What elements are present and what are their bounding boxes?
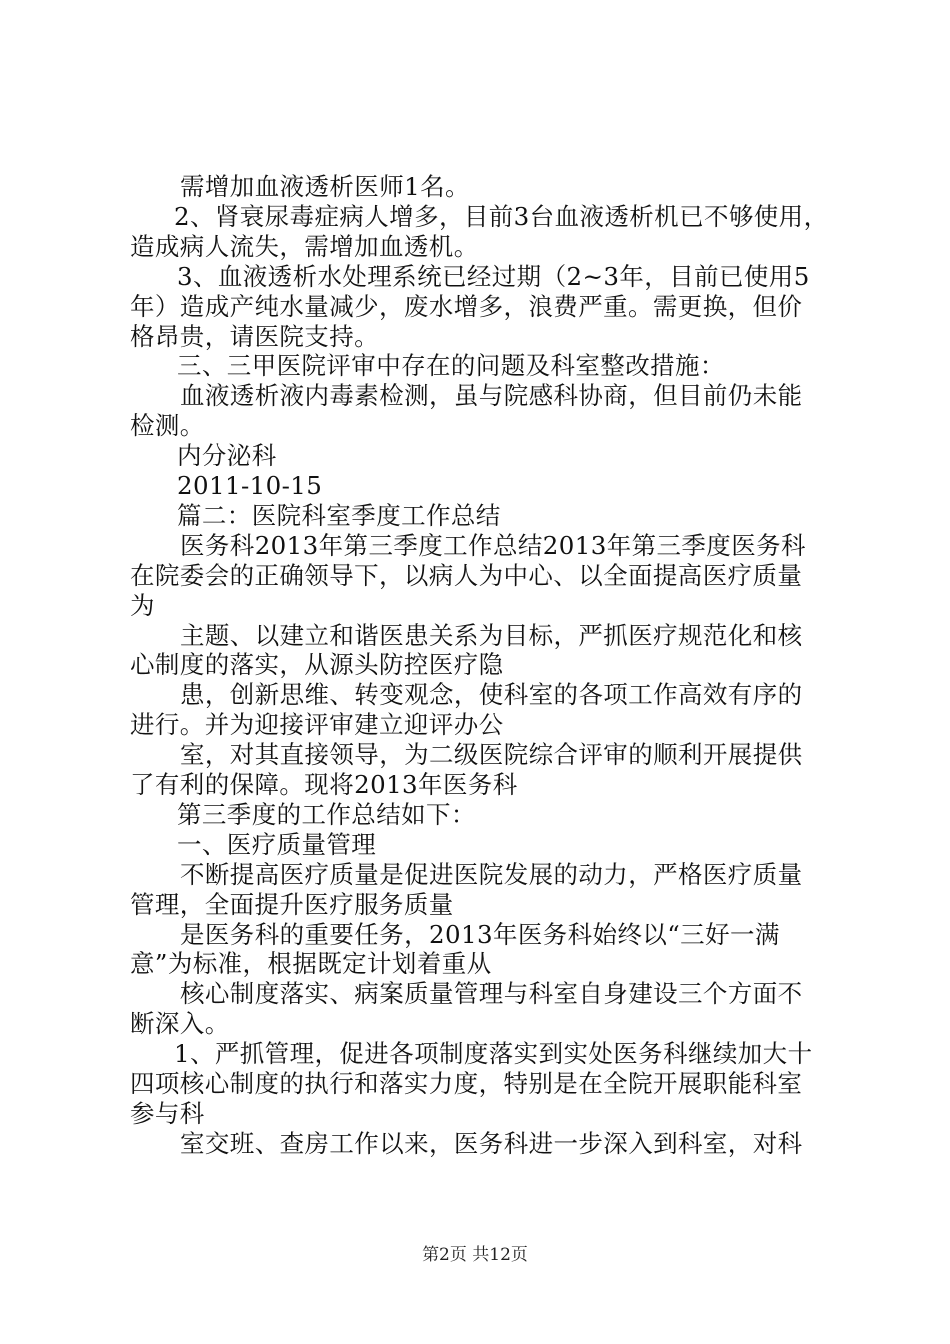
page-number-footer: 第2页 共12页 xyxy=(422,1245,528,1265)
text-line: 为 xyxy=(130,591,155,620)
text-line: 一、医疗质量管理 xyxy=(177,830,377,859)
text-line: 第三季度的工作总结如下： xyxy=(177,800,476,829)
text-line: 主题、以建立和谐医患关系为目标，严抓医疗规范化和核 xyxy=(180,621,803,650)
text-line: 意”为标准，根据既定计划着重从 xyxy=(130,949,492,978)
text-line: 是医务科的重要任务，2013年医务科始终以“三好一满 xyxy=(180,920,780,949)
text-line: 在院委会的正确领导下，以病人为中心、以全面提高医疗质量 xyxy=(130,561,803,590)
text-line: 篇二：医院科室季度工作总结 xyxy=(177,501,501,530)
text-line: 三、三甲医院评审中存在的问题及科室整改措施： xyxy=(177,351,725,380)
text-line: 格昂贵，请医院支持。 xyxy=(130,322,379,351)
text-line: 室交班、查房工作以来，医务科进一步深入到科室，对科 xyxy=(180,1129,803,1158)
text-line: 室，对其直接领导，为二级医院综合评审的顺利开展提供 xyxy=(180,740,803,769)
text-line: 心制度的落实，从源头防控医疗隐 xyxy=(130,650,504,679)
text-line: 检测。 xyxy=(130,411,205,440)
text-line: 1、严抓管理，促进各项制度落实到实处医务科继续加大十 xyxy=(174,1039,813,1068)
text-line: 2011-10-15 xyxy=(177,471,323,500)
text-line: 断深入。 xyxy=(130,1009,230,1038)
text-line: 年）造成产纯水量减少，废水增多，浪费严重。需更换，但价 xyxy=(130,292,803,321)
text-line: 管理，全面提升医疗服务质量 xyxy=(130,890,454,919)
text-line: 需增加血液透析医师1名。 xyxy=(180,172,470,201)
text-line: 患，创新思维、转变观念，使科室的各项工作高效有序的 xyxy=(180,680,803,709)
text-line: 进行。并为迎接评审建立迎评办公 xyxy=(130,710,504,739)
text-line: 2、肾衰尿毒症病人增多，目前3台血液透析机已不够使用， xyxy=(174,202,829,231)
text-line: 血液透析液内毒素检测，虽与院感科协商，但目前仍未能 xyxy=(180,381,803,410)
text-line: 内分泌科 xyxy=(177,441,277,470)
text-line: 造成病人流失，需增加血透机。 xyxy=(130,232,479,261)
text-line: 不断提高医疗质量是促进医院发展的动力，严格医疗质量 xyxy=(180,860,803,889)
text-line: 核心制度落实、病案质量管理与科室自身建设三个方面不 xyxy=(180,979,803,1008)
text-line: 参与科 xyxy=(130,1099,205,1128)
text-line: 了有利的保障。现将2013年医务科 xyxy=(130,770,518,799)
text-line: 3、血液透析水处理系统已经过期（2~3年，目前已使用5 xyxy=(177,262,810,291)
text-line: 四项核心制度的执行和落实力度，特别是在全院开展职能科室 xyxy=(130,1069,803,1098)
text-line: 医务科2013年第三季度工作总结2013年第三季度医务科 xyxy=(180,531,806,560)
